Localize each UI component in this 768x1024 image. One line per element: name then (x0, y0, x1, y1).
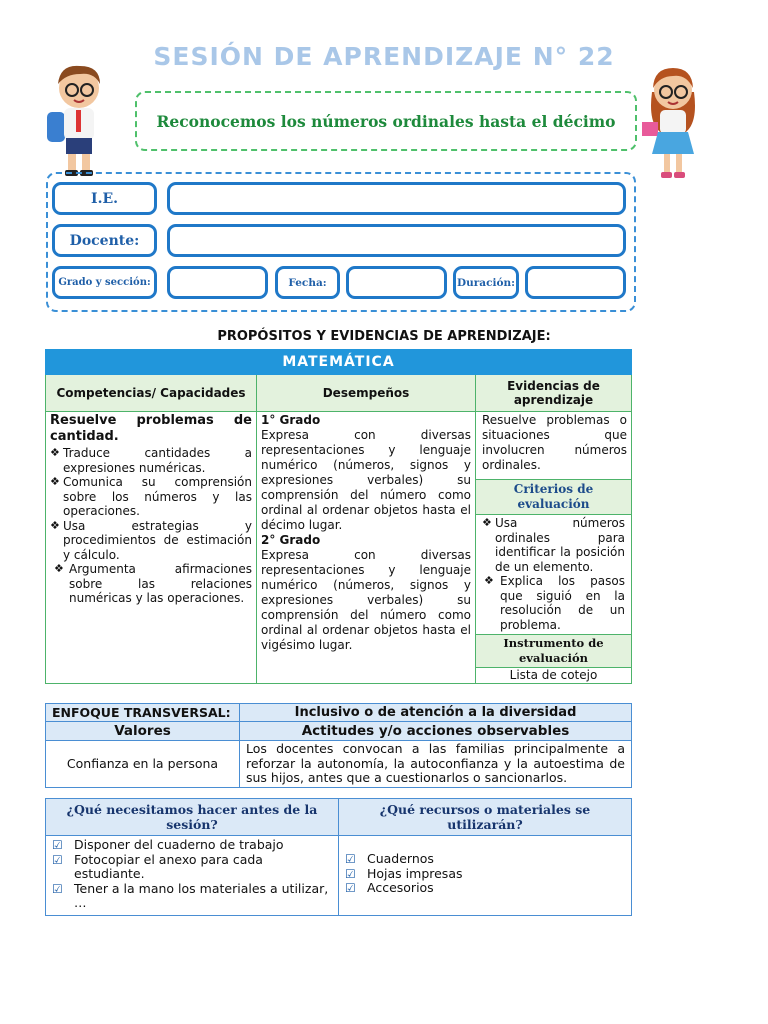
desempenos-cell (257, 412, 476, 684)
instrumento-value: Lista de cotejo (509, 668, 598, 682)
actitud-cell: Los docentes convocan a las familias principalmente a reforzar la autonomía, la autoconfianza y la autoestima de sus hijos, antes que a cuestionarlos o sancionarlos. (240, 741, 632, 788)
checkbox-icon: ☑ (345, 881, 356, 895)
capacidad-item: ❖ Usa estrategias y procedimientos de estimación y cálculo. (50, 518, 252, 562)
instrumento-heading: Instrumento de evaluación (476, 634, 631, 668)
enfoque-table (45, 703, 632, 788)
competencias-cell (46, 412, 257, 684)
prep-right-header: ¿Qué recursos o materiales se utilizarán? (339, 799, 632, 836)
actitudes-header: Actitudes y/o acciones observables (240, 722, 632, 741)
prep-left-header: ¿Qué necesitamos hacer antes de la sesión? (46, 799, 339, 836)
area-header: MATEMÁTICA (46, 350, 632, 375)
fecha-label: Fecha: (275, 266, 340, 299)
criterio-item: ❖ Usa números ordinales para identificar la posición de un elemento. (482, 516, 625, 574)
evidencia-text: Resuelve problemas o situaciones que involucren números ordinales. (482, 413, 627, 472)
checkbox-icon: ☑ (52, 852, 63, 867)
material-item: ☑ Hojas impresas (345, 865, 463, 881)
col-evidencias: Evidencias de aprendizaje (476, 375, 632, 412)
valor-cell: Confianza en la persona (46, 741, 240, 788)
enfoque-value: Inclusivo o de atención a la diversidad (240, 704, 632, 722)
boy-student-illustration (44, 60, 114, 180)
evidencias-cell (476, 412, 632, 684)
ie-field[interactable] (167, 182, 626, 215)
col-competencias: Competencias/ Capacidades (46, 375, 257, 412)
checkbox-icon: ☑ (52, 881, 63, 896)
duracion-field[interactable] (525, 266, 626, 299)
grado2-title: 2° Grado (261, 533, 321, 547)
prep-left-list (46, 836, 339, 916)
competencia-title: Resuelve problemas de cantidad. (50, 413, 252, 444)
checkbox-icon: ☑ (345, 866, 356, 881)
docente-field[interactable] (167, 224, 626, 257)
criterios-heading: Criterios de evaluación (476, 479, 631, 515)
girl-student-illustration (638, 62, 708, 182)
fecha-field[interactable] (346, 266, 447, 299)
grado2-text: Expresa con diversas representaciones y lenguaje numérico (números, signos y expresiones verbales) su comprensión del número como ordinal al ordenar objetos hasta el vigésimo lugar. (261, 548, 471, 652)
material-item: ☑ Cuadernos (345, 851, 434, 866)
prep-item: ☑ Fotocopiar el anexo para cada estudiante. (52, 851, 263, 881)
capacidad-item: ❖ Traduce cantidades a expresiones numéricas. (50, 446, 252, 475)
math-table (45, 349, 632, 684)
col-desempenos: Desempeños (257, 375, 476, 412)
session-title: SESIÓN DE APRENDIZAJE N° 22 (153, 42, 615, 71)
prep-table (45, 798, 632, 916)
session-subtitle: Reconocemos los números ordinales hasta el décimo (156, 111, 616, 131)
prep-right-list (339, 836, 632, 916)
valores-header: Valores (46, 722, 240, 741)
grado-label: Grado y sección: (52, 266, 157, 299)
prep-item: ☑ Tener a la mano los materiales a utilizar, … (52, 880, 329, 910)
docente-label: Docente: (52, 224, 157, 257)
material-item: ☑ Accesorios (345, 880, 434, 895)
duracion-label: Duración: (453, 266, 519, 299)
grado1-text: Expresa con diversas representaciones y lenguaje numérico (números, signos y expresiones verbales) su comprensión del número como ordinal al ordenar objetos hasta el décimo lugar. (261, 428, 471, 532)
section-heading: PROPÓSITOS Y EVIDENCIAS DE APRENDIZAJE: (217, 329, 551, 344)
capacidad-item: ❖ Argumenta afirmaciones sobre las relaciones numéricas y las operaciones. (54, 562, 252, 605)
enfoque-label: ENFOQUE TRANSVERSAL: (46, 704, 240, 722)
grado1-title: 1° Grado (261, 413, 321, 427)
ie-label: I.E. (52, 182, 157, 215)
prep-item: ☑ Disponer del cuaderno de trabajo (52, 837, 284, 852)
session-subtitle-box (135, 91, 637, 151)
checkbox-icon: ☑ (345, 852, 356, 866)
criterio-item: ❖ Explica los pasos que siguió en la resolución de un problema. (484, 574, 625, 632)
grado-field[interactable] (167, 266, 268, 299)
capacidad-item: ❖ Comunica su comprensión sobre los números y las operaciones. (50, 475, 252, 518)
checkbox-icon: ☑ (52, 838, 63, 852)
